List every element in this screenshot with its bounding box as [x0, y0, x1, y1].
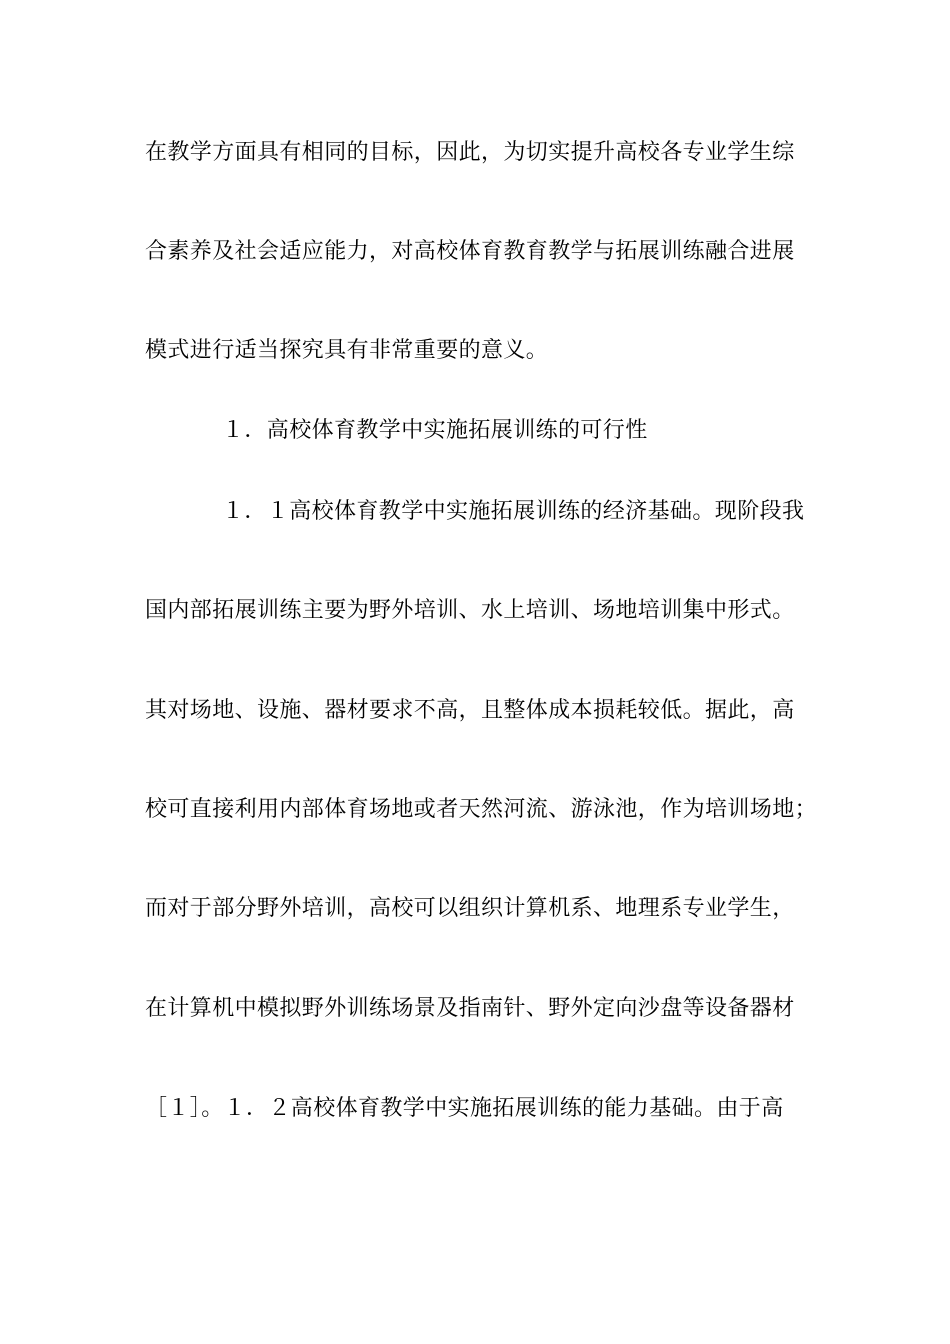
paragraph-line: 合素养及社会适应能力，对高校体育教育教学与拓展训练融合进展: [145, 239, 795, 264]
paragraph-line: ［１］。１．２高校体育教学中实施拓展训练的能力基础。由于高: [145, 1096, 784, 1121]
section-heading: １．高校体育教学中实施拓展训练的可行性: [222, 418, 648, 443]
paragraph-line: 其对场地、设施、器材要求不高，且整体成本损耗较低。据此，高: [145, 698, 795, 723]
paragraph-line: 国内部拓展训练主要为野外培训、水上培训、场地培训集中形式。: [145, 598, 795, 623]
paragraph-line: 模式进行适当探究具有非常重要的意义。: [145, 338, 549, 363]
paragraph-line: 而对于部分野外培训，高校可以组织计算机系、地理系专业学生，: [145, 896, 795, 921]
paragraph-line: 在计算机中模拟野外训练场景及指南针、野外定向沙盘等设备器材: [145, 996, 795, 1021]
paragraph-line: 校可直接利用内部体育场地或者天然河流、游泳池，作为培训场地；: [145, 797, 818, 822]
subsection-heading-line: １．１高校体育教学中实施拓展训练的经济基础。现阶段我: [222, 499, 805, 524]
paragraph-line: 在教学方面具有相同的目标，因此，为切实提升高校各专业学生综: [145, 140, 795, 165]
